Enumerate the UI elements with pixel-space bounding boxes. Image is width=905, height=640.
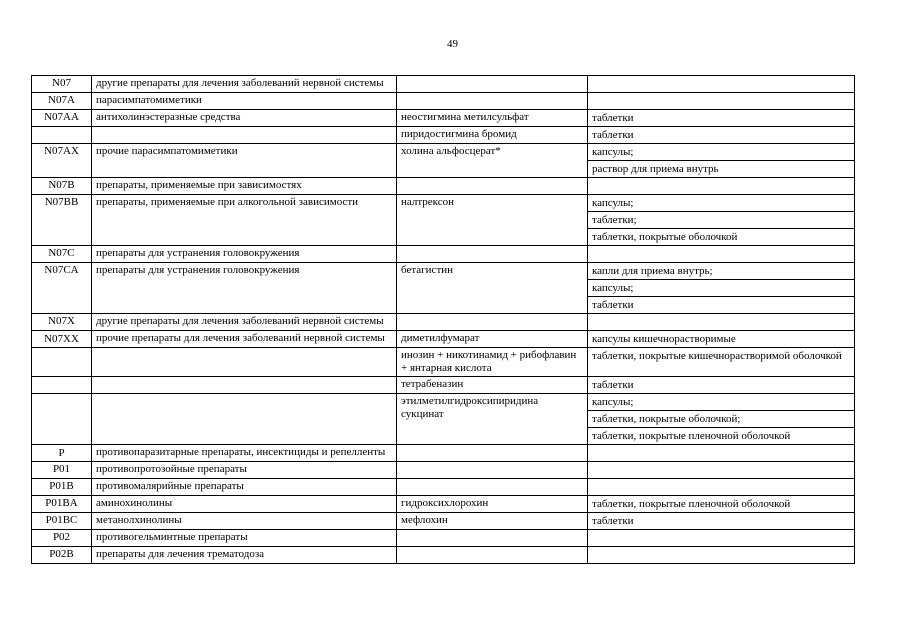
drug-name-cell [397, 178, 588, 195]
drug-name-cell: бетагистин [397, 263, 588, 314]
table-row [32, 178, 855, 195]
atc-group-cell: аминохинолины [92, 496, 397, 513]
dosage-form-item [588, 93, 854, 109]
dosage-form-item [588, 530, 854, 546]
dosage-form-item: таблетки; [588, 211, 854, 228]
drug-name-cell [397, 462, 588, 479]
drug-table [31, 75, 855, 564]
dosage-form-cell [588, 513, 855, 530]
atc-code-cell: P01BA [32, 496, 92, 513]
dosage-form-item: таблетки, покрытые кишечнорастворимой оболочкой [592, 350, 842, 362]
atc-code-cell [32, 348, 92, 377]
drug-name-cell: мефлохин [397, 513, 588, 530]
table-row [32, 547, 855, 564]
atc-code-cell: N07AA [32, 110, 92, 127]
dosage-form-cell [588, 377, 855, 394]
dosage-form-cell [588, 263, 855, 314]
dosage-form-cell [588, 445, 855, 462]
atc-code-cell: N07AX [32, 144, 92, 178]
atc-code-cell: N07XX [32, 331, 92, 348]
table-row [32, 246, 855, 263]
table-row [32, 93, 855, 110]
atc-code-cell [32, 127, 92, 144]
atc-group-cell: препараты, применяемые при зависимостях [92, 178, 397, 195]
drug-name-cell [397, 547, 588, 564]
atc-group-cell [92, 377, 397, 394]
table-row [32, 110, 855, 127]
atc-group-cell [92, 127, 397, 144]
page-number: 49 [447, 38, 458, 50]
atc-group-cell: метанолхинолины [92, 513, 397, 530]
atc-group-cell: препараты, применяемые при алкогольной зависимости [92, 195, 397, 246]
atc-group-cell: другие препараты для лечения заболеваний нервной системы [92, 76, 397, 93]
atc-group-cell: противогельминтные препараты [92, 530, 397, 547]
dosage-form-item: таблетки, покрытые пленочной оболочкой [588, 427, 854, 444]
dosage-form-cell [588, 314, 855, 331]
atc-code-cell: N07 [32, 76, 92, 93]
table-row [32, 530, 855, 547]
dosage-form-cell [588, 530, 855, 547]
atc-code-cell: P [32, 445, 92, 462]
drug-name-cell: диметилфумарат [397, 331, 588, 348]
dosage-form-cell [588, 93, 855, 110]
drug-name-cell [397, 76, 588, 93]
table-row [32, 195, 855, 246]
atc-group-cell: другие препараты для лечения заболеваний нервной системы [92, 314, 397, 331]
table-row [32, 496, 855, 513]
table-row [32, 331, 855, 348]
table-row [32, 76, 855, 93]
table-row [32, 479, 855, 496]
dosage-form-item: таблетки, покрытые оболочкой [588, 228, 854, 245]
dosage-form-cell [588, 331, 855, 348]
dosage-form-item: капсулы кишечнорастворимые [592, 333, 736, 345]
atc-code-cell: N07X [32, 314, 92, 331]
dosage-form-item [588, 462, 854, 478]
table-row [32, 377, 855, 394]
drug-name-cell: этилметилгидроксипиридина сукцинат [397, 394, 588, 445]
atc-group-cell: противопротозойные препараты [92, 462, 397, 479]
atc-code-cell: P02B [32, 547, 92, 564]
atc-code-cell: P02 [32, 530, 92, 547]
drug-name-cell [397, 314, 588, 331]
dosage-form-item: раствор для приема внутрь [588, 160, 854, 177]
atc-group-cell: прочие препараты для лечения заболеваний нервной системы [92, 331, 397, 348]
dosage-form-cell [588, 110, 855, 127]
dosage-form-cell [588, 76, 855, 93]
atc-code-cell: N07C [32, 246, 92, 263]
atc-group-cell: препараты для лечения трематодоза [92, 547, 397, 564]
table-row [32, 144, 855, 178]
drug-name-cell: инозин + никотинамид + рибофлавин + янтарная кислота [397, 348, 588, 377]
drug-name-cell [397, 479, 588, 496]
dosage-form-item: таблетки [592, 112, 634, 124]
dosage-form-cell [588, 127, 855, 144]
drug-name-cell [397, 246, 588, 263]
table-row [32, 348, 855, 377]
dosage-form-cell [588, 195, 855, 246]
dosage-form-item [588, 314, 854, 330]
atc-code-cell: N07A [32, 93, 92, 110]
atc-code-cell: P01B [32, 479, 92, 496]
dosage-form-item: таблетки [592, 515, 634, 527]
dosage-form-item: капсулы; [592, 396, 634, 408]
dosage-form-item: капли для приема внутрь; [592, 265, 713, 277]
table-row [32, 394, 855, 445]
dosage-form-item [588, 445, 854, 461]
table-row [32, 314, 855, 331]
atc-code-cell [32, 377, 92, 394]
drug-name-cell [397, 530, 588, 547]
atc-group-cell: препараты для устранения головокружения [92, 246, 397, 263]
dosage-form-item [588, 76, 854, 92]
atc-code-cell: P01 [32, 462, 92, 479]
dosage-form-item: таблетки, покрытые оболочкой; [588, 410, 854, 427]
atc-code-cell: N07CA [32, 263, 92, 314]
drug-name-cell [397, 93, 588, 110]
dosage-form-item [588, 547, 854, 563]
table-row [32, 445, 855, 462]
dosage-form-cell [588, 246, 855, 263]
dosage-form-item [588, 246, 854, 262]
drug-name-cell: тетрабеназин [397, 377, 588, 394]
dosage-form-item: таблетки [592, 129, 634, 141]
atc-group-cell: противомалярийные препараты [92, 479, 397, 496]
atc-group-cell [92, 394, 397, 445]
drug-name-cell [397, 445, 588, 462]
atc-group-cell: препараты для устранения головокружения [92, 263, 397, 314]
atc-group-cell [92, 348, 397, 377]
dosage-form-item: таблетки [588, 296, 854, 313]
dosage-form-cell [588, 496, 855, 513]
atc-group-cell: парасимпатомиметики [92, 93, 397, 110]
drug-name-cell: налтрексон [397, 195, 588, 246]
dosage-form-cell [588, 394, 855, 445]
drug-name-cell: неостигмина метилсульфат [397, 110, 588, 127]
dosage-form-cell [588, 462, 855, 479]
dosage-form-item: капсулы; [592, 197, 634, 209]
dosage-form-item: таблетки [592, 379, 634, 391]
dosage-form-cell [588, 479, 855, 496]
atc-code-cell [32, 394, 92, 445]
dosage-form-item [588, 479, 854, 495]
dosage-form-item: капсулы; [592, 146, 634, 158]
atc-code-cell: N07BB [32, 195, 92, 246]
atc-group-cell: антихолинэстеразные средства [92, 110, 397, 127]
dosage-form-item: капсулы; [588, 279, 854, 296]
atc-code-cell: P01BC [32, 513, 92, 530]
dosage-form-cell [588, 178, 855, 195]
atc-code-cell: N07B [32, 178, 92, 195]
atc-group-cell: противопаразитарные препараты, инсектициды и репелленты [92, 445, 397, 462]
drug-name-cell: пиридостигмина бромид [397, 127, 588, 144]
table-row [32, 127, 855, 144]
table-body [32, 76, 855, 564]
table-row [32, 513, 855, 530]
table-row [32, 462, 855, 479]
drug-name-cell: гидроксихлорохин [397, 496, 588, 513]
dosage-form-item: таблетки, покрытые пленочной оболочкой [592, 498, 791, 510]
table-row [32, 263, 855, 314]
dosage-form-item [588, 178, 854, 194]
dosage-form-cell [588, 348, 855, 377]
dosage-form-cell [588, 144, 855, 178]
atc-group-cell: прочие парасимпатомиметики [92, 144, 397, 178]
drug-name-cell: холина альфосцерат* [397, 144, 588, 178]
dosage-form-cell [588, 547, 855, 564]
